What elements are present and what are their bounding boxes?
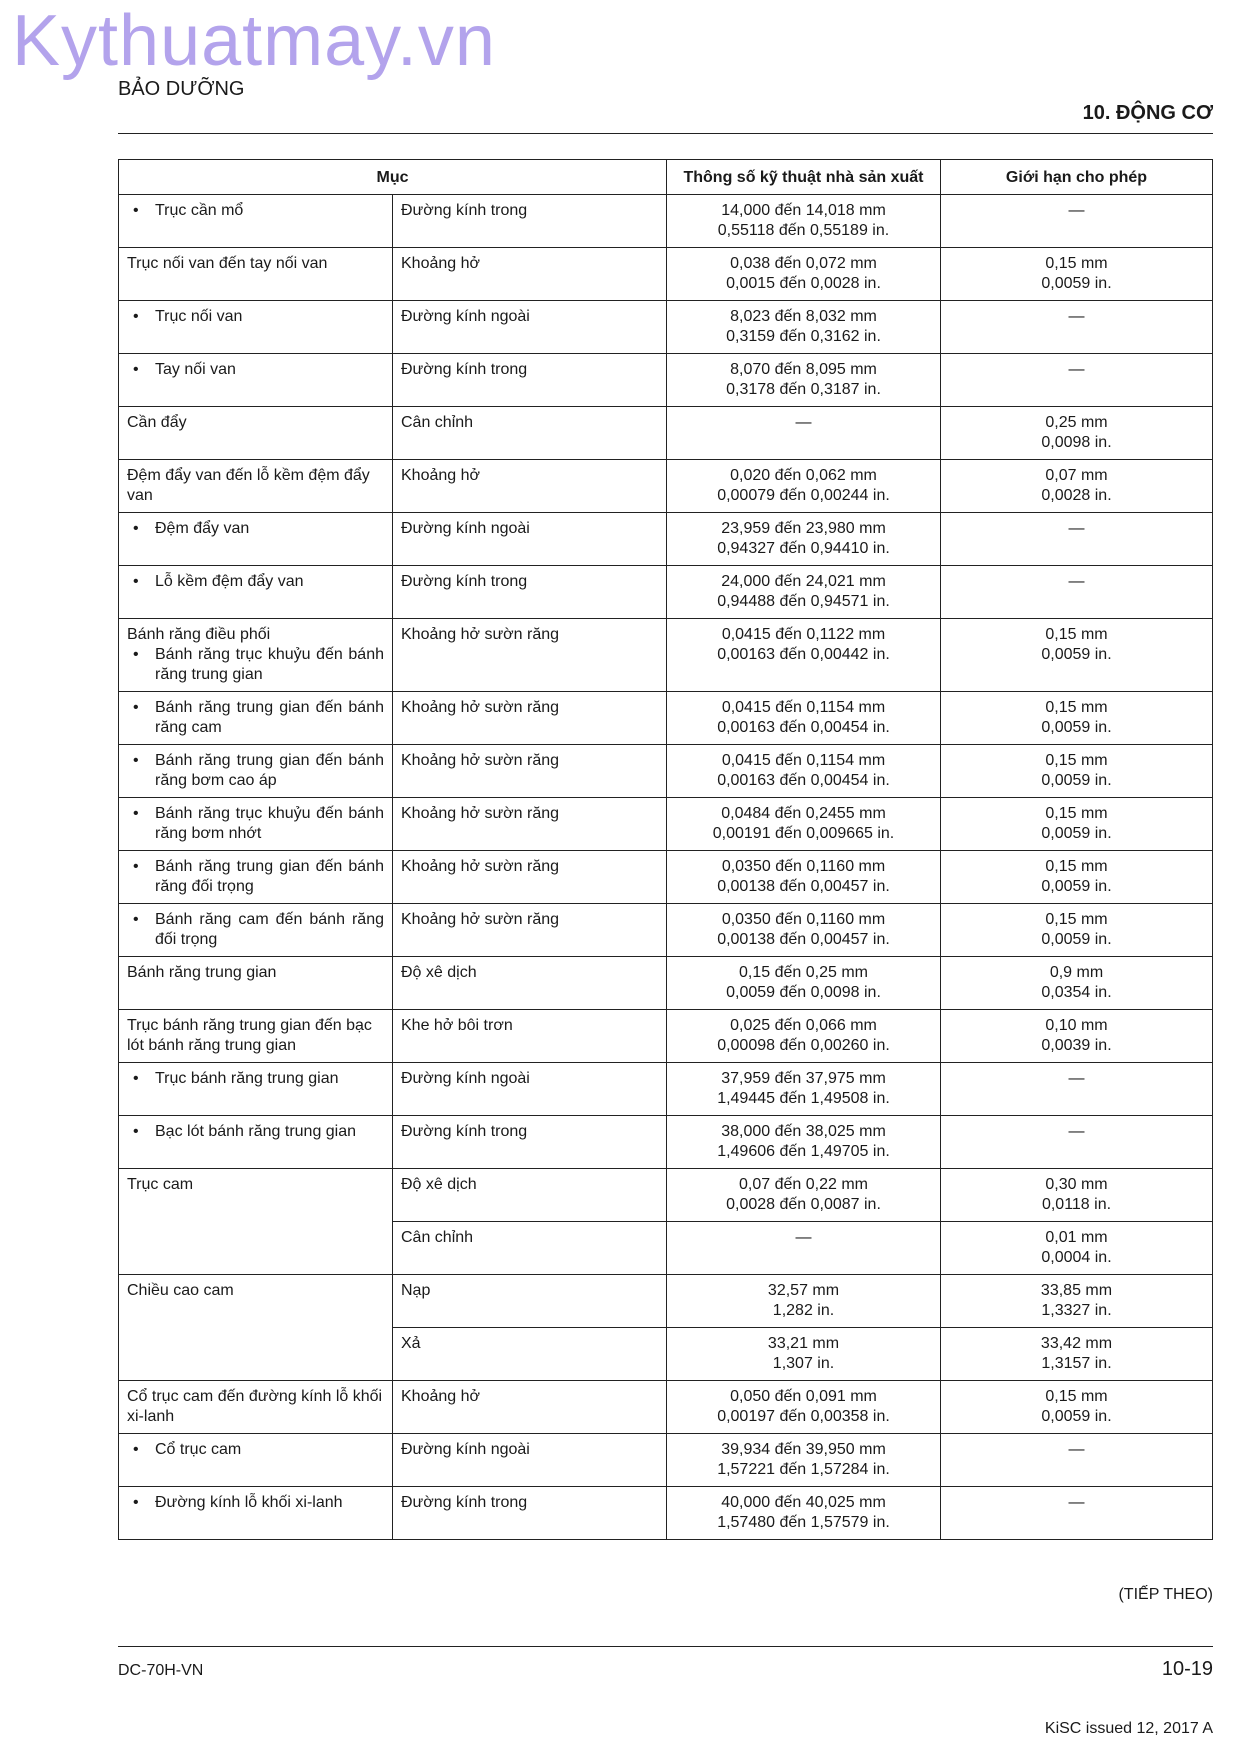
subitem-label: Bánh răng trục khuỷu đến bánh răng trung gian xyxy=(155,646,384,683)
spec-line: 0,00098 đến 0,00260 in. xyxy=(717,1037,890,1054)
limit-line: 0,0354 in. xyxy=(1041,984,1112,1001)
spec-line: — xyxy=(795,414,812,431)
bullet-icon: • xyxy=(133,1494,139,1511)
item-cell xyxy=(119,513,393,566)
spec-cell xyxy=(667,1169,941,1222)
param-cell: Đường kính ngoài xyxy=(393,513,667,566)
bullet-icon: • xyxy=(133,202,139,219)
limit-cell xyxy=(941,1328,1213,1381)
chapter-title: 10. ĐỘNG CƠ xyxy=(1082,102,1213,124)
item-label: Tay nối van xyxy=(155,361,236,378)
spec-cell xyxy=(667,1434,941,1487)
spec-cell xyxy=(667,1010,941,1063)
limit-line: 0,0004 in. xyxy=(1041,1249,1112,1266)
spec-line: 1,57480 đến 1,57579 in. xyxy=(717,1514,890,1531)
spec-line: 0,020 đến 0,062 mm xyxy=(730,467,877,484)
limit-line: 0,10 mm xyxy=(1045,1017,1108,1034)
limit-line: — xyxy=(1068,1070,1085,1087)
param-cell: Độ xê dịch xyxy=(393,1169,667,1222)
table-row xyxy=(119,619,1213,692)
limit-line: 0,01 mm xyxy=(1045,1229,1108,1246)
param-cell: Đường kính trong xyxy=(393,1116,667,1169)
spec-line: 0,0059 đến 0,0098 in. xyxy=(726,984,881,1001)
param-cell: Khoảng hở xyxy=(393,460,667,513)
param-cell: Khoảng hở sườn răng xyxy=(393,619,667,692)
item-label: Cần đẩy xyxy=(127,414,187,431)
table-row xyxy=(119,460,1213,513)
param-cell: Cân chỉnh xyxy=(393,407,667,460)
item-cell xyxy=(119,851,393,904)
spec-cell xyxy=(667,904,941,957)
param-cell: Khe hở bôi trơn xyxy=(393,1010,667,1063)
bullet-icon: • xyxy=(133,1123,139,1140)
spec-line: 0,0028 đến 0,0087 in. xyxy=(726,1196,881,1213)
spec-cell xyxy=(667,1381,941,1434)
table-row xyxy=(119,513,1213,566)
spec-line: 0,00138 đến 0,00457 in. xyxy=(717,878,890,895)
spec-line: 14,000 đến 14,018 mm xyxy=(721,202,886,219)
limit-line: 0,15 mm xyxy=(1045,805,1108,822)
table-row xyxy=(119,1010,1213,1063)
header-limit: Giới hạn cho phép xyxy=(941,160,1213,195)
param-cell: Khoảng hở sườn răng xyxy=(393,851,667,904)
spec-line: 0,00163 đến 0,00454 in. xyxy=(717,772,890,789)
item-label: Chiều cao cam xyxy=(127,1282,234,1299)
limit-line: — xyxy=(1068,202,1085,219)
limit-line: 0,0059 in. xyxy=(1041,646,1112,663)
spec-line: 0,0015 đến 0,0028 in. xyxy=(726,275,881,292)
bullet-icon: • xyxy=(133,699,139,716)
item-cell xyxy=(119,566,393,619)
limit-cell xyxy=(941,566,1213,619)
spec-line: 0,0415 đến 0,1122 mm xyxy=(721,626,886,643)
bullet-icon: • xyxy=(133,911,139,928)
limit-line: 0,0098 in. xyxy=(1041,434,1112,451)
limit-line: 0,15 mm xyxy=(1045,255,1108,272)
table-row xyxy=(119,1381,1213,1434)
limit-line: — xyxy=(1068,1494,1085,1511)
item-label: Trục cam xyxy=(127,1176,194,1193)
spec-line: 0,00191 đến 0,009665 in. xyxy=(712,825,895,842)
spec-line: 0,94327 đến 0,94410 in. xyxy=(717,540,890,557)
item-label: Trục bánh răng trung gian xyxy=(155,1070,339,1087)
table-row xyxy=(119,354,1213,407)
item-cell xyxy=(119,1116,393,1169)
spec-line: 0,025 đến 0,066 mm xyxy=(730,1017,877,1034)
limit-line: 0,30 mm xyxy=(1045,1176,1108,1193)
spec-line: 0,00079 đến 0,00244 in. xyxy=(717,487,890,504)
table-row xyxy=(119,904,1213,957)
item-cell xyxy=(119,904,393,957)
spec-line: 0,00163 đến 0,00454 in. xyxy=(717,719,890,736)
spec-cell xyxy=(667,1487,941,1540)
limit-line: — xyxy=(1068,1123,1085,1140)
limit-cell xyxy=(941,1381,1213,1434)
spec-cell xyxy=(667,460,941,513)
spec-cell xyxy=(667,851,941,904)
item-cell xyxy=(119,1169,393,1275)
spec-line: 38,000 đến 38,025 mm xyxy=(721,1123,886,1140)
spec-line: 0,00197 đến 0,00358 in. xyxy=(717,1408,890,1425)
spec-line: 0,0484 đến 0,2455 mm xyxy=(721,805,886,822)
limit-line: 0,15 mm xyxy=(1045,626,1108,643)
spec-line: 1,282 in. xyxy=(772,1302,835,1319)
param-cell: Khoảng hở sườn răng xyxy=(393,904,667,957)
bullet-icon: • xyxy=(133,646,139,663)
spec-cell xyxy=(667,513,941,566)
item-cell xyxy=(119,248,393,301)
param-cell: Đường kính ngoài xyxy=(393,1434,667,1487)
param-cell: Đường kính ngoài xyxy=(393,1063,667,1116)
item-label: Bánh răng trung gian đến bánh răng bơm cao áp xyxy=(155,752,384,789)
spec-line: 0,00138 đến 0,00457 in. xyxy=(717,931,890,948)
spec-line: 0,15 đến 0,25 mm xyxy=(739,964,868,981)
table-row xyxy=(119,407,1213,460)
limit-line: 0,07 mm xyxy=(1045,467,1108,484)
limit-line: 0,0118 in. xyxy=(1041,1196,1112,1213)
spec-cell xyxy=(667,619,941,692)
item-label: Trục cần mổ xyxy=(155,202,244,219)
item-label: Đệm đẩy van xyxy=(155,520,250,537)
spec-cell xyxy=(667,248,941,301)
issued-label: KiSC issued 12, 2017 A xyxy=(1044,1720,1213,1737)
limit-cell xyxy=(941,1275,1213,1328)
spec-line: 0,0350 đến 0,1160 mm xyxy=(721,911,886,928)
limit-line: — xyxy=(1068,1441,1085,1458)
header-item: Mục xyxy=(119,160,667,195)
limit-line: 0,0059 in. xyxy=(1041,825,1112,842)
bullet-icon: • xyxy=(133,752,139,769)
bullet-icon: • xyxy=(133,308,139,325)
limit-line: 0,15 mm xyxy=(1045,699,1108,716)
table-row xyxy=(119,1116,1213,1169)
table-row xyxy=(119,1275,1213,1328)
limit-line: 0,25 mm xyxy=(1045,414,1108,431)
item-cell xyxy=(119,1381,393,1434)
limit-cell xyxy=(941,248,1213,301)
limit-line: 0,0059 in. xyxy=(1041,772,1112,789)
item-label: Bánh răng trung gian xyxy=(127,964,277,981)
param-cell: Đường kính trong xyxy=(393,1487,667,1540)
item-cell xyxy=(119,1063,393,1116)
bullet-icon: • xyxy=(133,573,139,590)
limit-line: — xyxy=(1068,520,1085,537)
item-label: Cổ trục cam đến đường kính lỗ khối xi-lanh xyxy=(127,1388,383,1425)
spec-line: 0,55118 đến 0,55189 in. xyxy=(717,222,890,239)
limit-line: 0,0028 in. xyxy=(1041,487,1112,504)
spec-line: 0,038 đến 0,072 mm xyxy=(730,255,877,272)
item-cell xyxy=(119,745,393,798)
item-cell xyxy=(119,1275,393,1381)
param-cell: Đường kính trong xyxy=(393,195,667,248)
item-label: Bánh răng cam đến bánh răng đối trọng xyxy=(155,911,384,948)
spec-line: 40,000 đến 40,025 mm xyxy=(721,1494,886,1511)
item-label: Cổ trục cam xyxy=(155,1441,242,1458)
limit-line: 33,85 mm xyxy=(1040,1282,1113,1299)
item-cell xyxy=(119,354,393,407)
param-cell: Khoảng hở sườn răng xyxy=(393,798,667,851)
limit-line: 0,15 mm xyxy=(1045,1388,1108,1405)
param-cell: Đường kính ngoài xyxy=(393,301,667,354)
spec-line: 0,0415 đến 0,1154 mm xyxy=(721,699,886,716)
limit-line: — xyxy=(1068,573,1085,590)
bullet-icon: • xyxy=(133,1441,139,1458)
spec-line: 33,21 mm xyxy=(767,1335,840,1352)
limit-line: 0,0059 in. xyxy=(1041,931,1112,948)
param-cell: Khoảng hở xyxy=(393,1381,667,1434)
table-row xyxy=(119,1434,1213,1487)
limit-cell xyxy=(941,195,1213,248)
spec-cell xyxy=(667,301,941,354)
limit-line: 1,3327 in. xyxy=(1041,1302,1112,1319)
table-row xyxy=(119,851,1213,904)
spec-cell xyxy=(667,195,941,248)
spec-line: 0,0415 đến 0,1154 mm xyxy=(721,752,886,769)
param-cell: Khoảng hở xyxy=(393,248,667,301)
item-label: Trục nối van xyxy=(155,308,243,325)
limit-line: 0,0059 in. xyxy=(1041,1408,1112,1425)
item-label: Bánh răng trung gian đến bánh răng đối trọng xyxy=(155,858,384,895)
item-label: Lỗ kềm đệm đẩy van xyxy=(155,573,304,590)
spec-line: 0,050 đến 0,091 mm xyxy=(730,1388,877,1405)
limit-cell xyxy=(941,301,1213,354)
spec-line: 0,3159 đến 0,3162 in. xyxy=(726,328,881,345)
spec-line: 0,94488 đến 0,94571 in. xyxy=(717,593,890,610)
table-row xyxy=(119,957,1213,1010)
limit-cell xyxy=(941,619,1213,692)
section-title: BẢO DƯỠNG xyxy=(118,78,245,100)
watermark: Kythuatmay.vn xyxy=(12,1,496,81)
item-label: Đệm đẩy van đến lỗ kềm đệm đẩy van xyxy=(127,467,370,504)
limit-cell xyxy=(941,407,1213,460)
limit-cell xyxy=(941,1116,1213,1169)
spec-cell xyxy=(667,566,941,619)
limit-line: — xyxy=(1068,361,1085,378)
limit-cell xyxy=(941,1222,1213,1275)
limit-cell xyxy=(941,745,1213,798)
item-cell xyxy=(119,957,393,1010)
spec-line: — xyxy=(795,1229,812,1246)
spec-cell xyxy=(667,957,941,1010)
spec-cell xyxy=(667,745,941,798)
header-spec: Thông số kỹ thuật nhà sản xuất xyxy=(667,160,941,195)
table-row xyxy=(119,1063,1213,1116)
table-body xyxy=(119,195,1213,1540)
spec-line: 23,959 đến 23,980 mm xyxy=(721,520,886,537)
param-cell: Cân chỉnh xyxy=(393,1222,667,1275)
spec-cell xyxy=(667,798,941,851)
spec-line: 8,023 đến 8,032 mm xyxy=(730,308,877,325)
spec-line: 24,000 đến 24,021 mm xyxy=(721,573,886,590)
spec-cell xyxy=(667,354,941,407)
limit-cell xyxy=(941,460,1213,513)
item-label: Bánh răng trung gian đến bánh răng cam xyxy=(155,699,384,736)
item-cell xyxy=(119,1487,393,1540)
spec-line: 1,49445 đến 1,49508 in. xyxy=(717,1090,890,1107)
limit-line: 33,42 mm xyxy=(1040,1335,1113,1352)
item-label: Đường kính lỗ khối xi-lanh xyxy=(155,1494,343,1511)
table-row xyxy=(119,566,1213,619)
param-cell: Khoảng hở sườn răng xyxy=(393,745,667,798)
limit-cell xyxy=(941,957,1213,1010)
bullet-icon: • xyxy=(133,520,139,537)
spec-cell xyxy=(667,1328,941,1381)
spec-line: 1,49606 đến 1,49705 in. xyxy=(717,1143,890,1160)
item-cell xyxy=(119,1010,393,1063)
header-rule xyxy=(118,133,1213,134)
page-number: 10-19 xyxy=(1161,1658,1213,1680)
limit-cell xyxy=(941,1487,1213,1540)
limit-cell xyxy=(941,354,1213,407)
bullet-icon: • xyxy=(133,805,139,822)
bullet-icon: • xyxy=(133,858,139,875)
item-label: Bánh răng điều phối xyxy=(127,626,271,643)
limit-cell xyxy=(941,1010,1213,1063)
spec-cell xyxy=(667,1063,941,1116)
table-row xyxy=(119,745,1213,798)
limit-line: 0,0059 in. xyxy=(1041,719,1112,736)
limit-line: 0,0039 in. xyxy=(1041,1037,1112,1054)
limit-cell xyxy=(941,851,1213,904)
limit-cell xyxy=(941,513,1213,566)
table-row xyxy=(119,301,1213,354)
footer-rule xyxy=(118,1646,1213,1647)
spec-line: 1,57221 đến 1,57284 in. xyxy=(717,1461,890,1478)
limit-cell xyxy=(941,692,1213,745)
item-cell xyxy=(119,460,393,513)
spec-cell xyxy=(667,407,941,460)
item-cell xyxy=(119,407,393,460)
continued-label: (TIẾP THEO) xyxy=(1118,1586,1213,1603)
param-cell: Đường kính trong xyxy=(393,354,667,407)
limit-line: — xyxy=(1068,308,1085,325)
bullet-icon: • xyxy=(133,1070,139,1087)
spec-cell xyxy=(667,1275,941,1328)
spec-line: 39,934 đến 39,950 mm xyxy=(721,1441,886,1458)
doc-code: DC-70H-VN xyxy=(118,1662,204,1679)
param-cell: Xả xyxy=(393,1328,667,1381)
table-header-row xyxy=(119,160,1213,195)
limit-line: 0,9 mm xyxy=(1049,964,1104,981)
limit-line: 0,15 mm xyxy=(1045,858,1108,875)
table-row xyxy=(119,1487,1213,1540)
item-label: Bánh răng trục khuỷu đến bánh răng bơm nhớt xyxy=(155,805,384,842)
limit-line: 0,15 mm xyxy=(1045,911,1108,928)
item-cell xyxy=(119,692,393,745)
limit-line: 0,0059 in. xyxy=(1041,275,1112,292)
spec-line: 32,57 mm xyxy=(767,1282,840,1299)
limit-line: 1,3157 in. xyxy=(1041,1355,1112,1372)
item-label: Bạc lót bánh răng trung gian xyxy=(155,1123,357,1140)
limit-cell xyxy=(941,1169,1213,1222)
spec-cell xyxy=(667,1222,941,1275)
spec-line: 1,307 in. xyxy=(772,1355,835,1372)
item-label: Trục nối van đến tay nối van xyxy=(127,255,328,272)
spec-cell xyxy=(667,692,941,745)
limit-line: 0,15 mm xyxy=(1045,752,1108,769)
spec-line: 0,00163 đến 0,00442 in. xyxy=(717,646,890,663)
table-row xyxy=(119,1169,1213,1222)
spec-table xyxy=(118,159,1213,1540)
item-cell xyxy=(119,195,393,248)
bullet-icon: • xyxy=(133,361,139,378)
item-cell xyxy=(119,301,393,354)
spec-line: 0,0350 đến 0,1160 mm xyxy=(721,858,886,875)
param-cell: Đường kính trong xyxy=(393,566,667,619)
limit-cell xyxy=(941,904,1213,957)
spec-line: 0,3178 đến 0,3187 in. xyxy=(726,381,881,398)
item-cell xyxy=(119,619,393,692)
limit-cell xyxy=(941,798,1213,851)
spec-line: 0,07 đến 0,22 mm xyxy=(739,1176,868,1193)
item-cell xyxy=(119,798,393,851)
spec-line: 37,959 đến 37,975 mm xyxy=(721,1070,886,1087)
limit-line: 0,0059 in. xyxy=(1041,878,1112,895)
spec-cell xyxy=(667,1116,941,1169)
table-row xyxy=(119,195,1213,248)
table-row xyxy=(119,248,1213,301)
param-cell: Độ xê dịch xyxy=(393,957,667,1010)
item-label: Trục bánh răng trung gian đến bạc lót bánh răng trung gian xyxy=(127,1017,372,1054)
table-row xyxy=(119,692,1213,745)
spec-line: 8,070 đến 8,095 mm xyxy=(730,361,877,378)
param-cell: Khoảng hở sườn răng xyxy=(393,692,667,745)
limit-cell xyxy=(941,1063,1213,1116)
item-cell xyxy=(119,1434,393,1487)
limit-cell xyxy=(941,1434,1213,1487)
table-row xyxy=(119,798,1213,851)
param-cell: Nạp xyxy=(393,1275,667,1328)
